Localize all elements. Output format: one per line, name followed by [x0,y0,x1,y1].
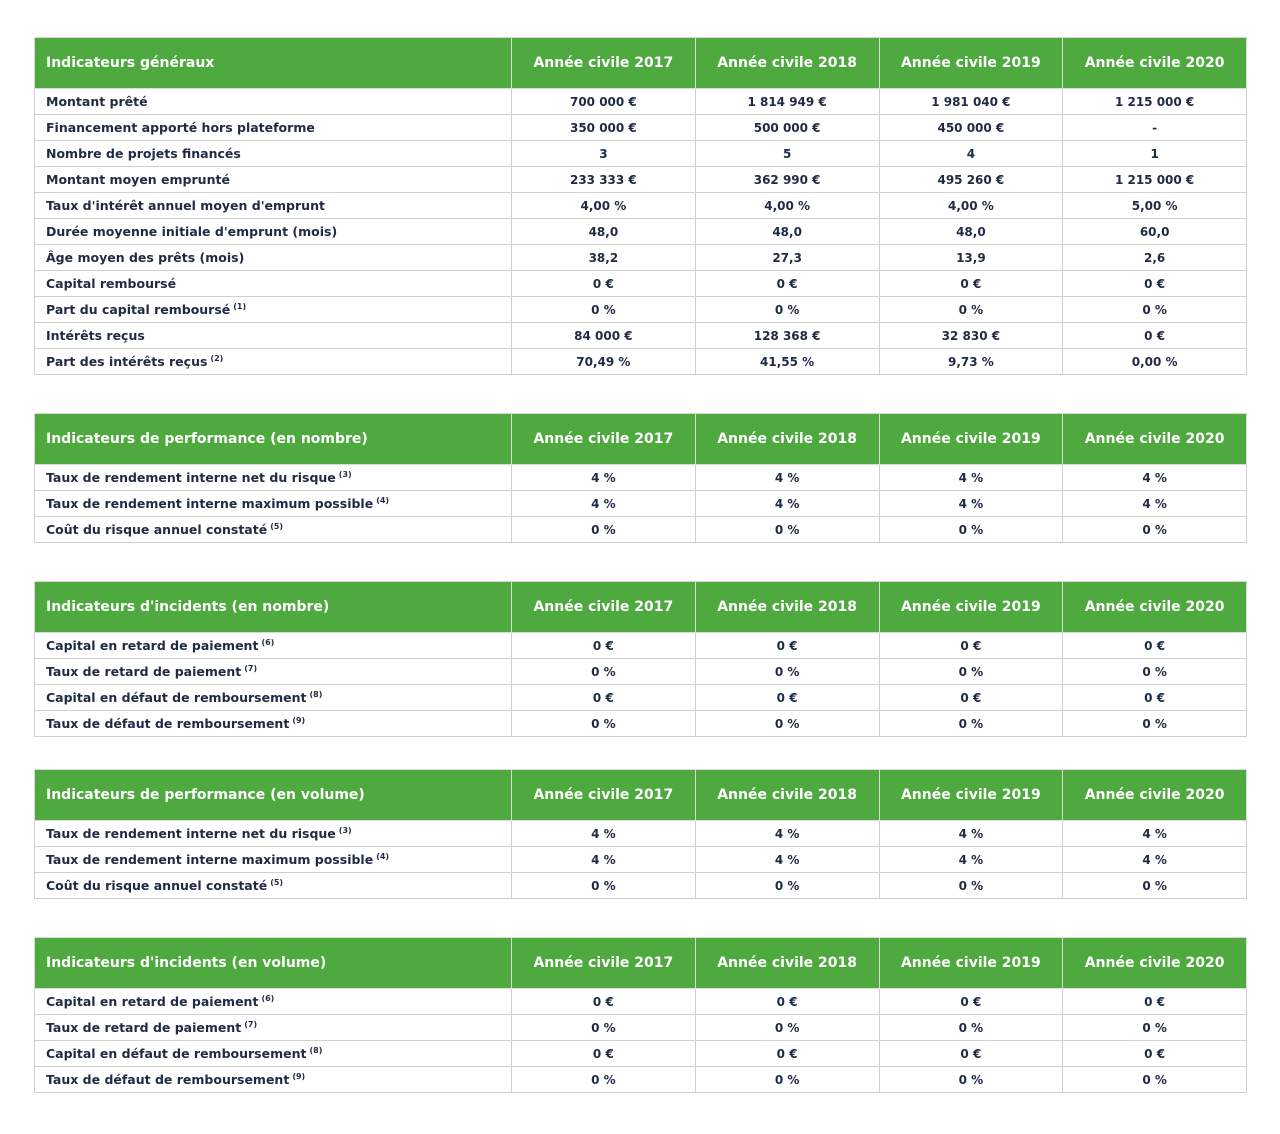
row-label-cell [35,89,512,115]
value-cell: 700 000 € [512,89,696,115]
value-cell: 4 % [512,465,696,491]
footnote-ref: (6) [261,994,275,1003]
value-cell: 0 % [1063,1015,1247,1041]
row-label: Montant moyen emprunté [46,172,230,187]
value-cell: 0 € [695,685,879,711]
row-label-cell [35,821,512,847]
value-cell: 4 % [512,847,696,873]
value-cell: 233 333 € [512,167,696,193]
value-cell: 0 € [1063,1041,1247,1067]
column-header-2017: Année civile 2017 [512,582,696,633]
value-cell: 0 € [1063,989,1247,1015]
value-cell: 0 % [1063,659,1247,685]
table-row [35,167,1247,193]
row-label: Capital en défaut de remboursement [46,1046,307,1061]
column-header-2020: Année civile 2020 [1063,38,1247,89]
table-row [35,517,1247,543]
column-header-2018: Année civile 2018 [695,770,879,821]
value-cell: 1 215 000 € [1063,167,1247,193]
value-cell: 0 € [512,633,696,659]
footnote-ref: (3) [338,470,352,479]
footnote-ref: (5) [270,522,284,531]
value-cell: 0 % [512,711,696,737]
footnote-ref: (8) [309,1046,323,1055]
value-cell: 0 % [1063,1067,1247,1093]
footnote-ref: (9) [292,716,306,725]
row-label: Taux de rendement interne net du risque [46,826,336,841]
value-cell: 4 [879,141,1063,167]
value-cell: 0 % [1063,873,1247,899]
row-label-cell [35,323,512,349]
value-cell: 1 215 000 € [1063,89,1247,115]
value-cell: 0 € [879,989,1063,1015]
footnote-ref: (4) [376,496,390,505]
table-incidents-volume [34,937,1247,1093]
row-label: Taux de rendement interne maximum possible [46,852,374,867]
table-header-row [35,938,1247,989]
table-title: Indicateurs de performance (en volume) [35,770,512,821]
table-row [35,89,1247,115]
value-cell: 0 € [512,1041,696,1067]
footnote-ref: (7) [244,1020,258,1029]
column-header-2018: Année civile 2018 [695,414,879,465]
value-cell: 0 % [695,1015,879,1041]
value-cell: 9,73 % [879,349,1063,375]
value-cell: 4 % [1063,465,1247,491]
value-cell: 500 000 € [695,115,879,141]
table-row [35,1015,1247,1041]
row-label-cell [35,847,512,873]
column-header-2020: Année civile 2020 [1063,414,1247,465]
value-cell: 0 % [879,659,1063,685]
value-cell: 0 % [512,1015,696,1041]
value-cell: 27,3 [695,245,879,271]
row-label: Taux de retard de paiement [46,1020,242,1035]
column-header-2018: Année civile 2018 [695,582,879,633]
value-cell: 84 000 € [512,323,696,349]
table-row [35,989,1247,1015]
value-cell: 4,00 % [512,193,696,219]
value-cell: 5 [695,141,879,167]
table-header-row [35,770,1247,821]
row-label: Nombre de projets financés [46,146,241,161]
column-header-2019: Année civile 2019 [879,414,1063,465]
value-cell: 0 € [1063,633,1247,659]
value-cell: 0 % [879,1015,1063,1041]
table-header-row [35,582,1247,633]
column-header-2020: Année civile 2020 [1063,938,1247,989]
table-row [35,115,1247,141]
table-row [35,193,1247,219]
column-header-2019: Année civile 2019 [879,770,1063,821]
row-label: Capital en retard de paiement [46,638,259,653]
table-row [35,245,1247,271]
value-cell: 0 % [695,711,879,737]
row-label: Coût du risque annuel constaté [46,522,268,537]
row-label-cell [35,219,512,245]
table-general-indicators [34,37,1247,375]
value-cell: 0 % [695,517,879,543]
value-cell: 362 990 € [695,167,879,193]
column-header-2020: Année civile 2020 [1063,770,1247,821]
value-cell: 4 % [695,847,879,873]
table-header-row [35,38,1247,89]
row-label-cell [35,349,512,375]
column-header-2020: Année civile 2020 [1063,582,1247,633]
row-label-cell [35,633,512,659]
row-label: Coût du risque annuel constaté [46,878,268,893]
value-cell: 32 830 € [879,323,1063,349]
value-cell: 3 [512,141,696,167]
table-title: Indicateurs d'incidents (en nombre) [35,582,512,633]
column-header-2019: Année civile 2019 [879,582,1063,633]
value-cell: 0 % [695,659,879,685]
value-cell: 4 % [1063,821,1247,847]
value-cell: 0 % [879,873,1063,899]
column-header-2018: Année civile 2018 [695,38,879,89]
value-cell: 0 % [1063,711,1247,737]
value-cell: 0 % [695,1067,879,1093]
value-cell: 128 368 € [695,323,879,349]
footnote-ref: (4) [376,852,390,861]
value-cell: 0 % [512,517,696,543]
value-cell: 0 € [879,271,1063,297]
table-row [35,1067,1247,1093]
row-label-cell [35,711,512,737]
column-header-2019: Année civile 2019 [879,938,1063,989]
value-cell: 4 % [695,821,879,847]
table-row [35,847,1247,873]
table-performance-count [34,413,1247,543]
table-row [35,633,1247,659]
table-title: Indicateurs d'incidents (en volume) [35,938,512,989]
value-cell: 60,0 [1063,219,1247,245]
value-cell: 70,49 % [512,349,696,375]
table-row [35,1041,1247,1067]
row-label-cell [35,297,512,323]
table-row [35,219,1247,245]
value-cell: 41,55 % [695,349,879,375]
row-label: Part du capital remboursé [46,302,231,317]
row-label-cell [35,115,512,141]
value-cell: 0 € [695,989,879,1015]
row-label: Montant prêté [46,94,148,109]
row-label: Taux d'intérêt annuel moyen d'emprunt [46,198,325,213]
value-cell: 4 % [879,491,1063,517]
table-title: Indicateurs généraux [35,38,512,89]
value-cell: 1 981 040 € [879,89,1063,115]
value-cell: 4 % [695,491,879,517]
value-cell: 4 % [879,821,1063,847]
row-label-cell [35,1015,512,1041]
value-cell: 0 € [512,685,696,711]
value-cell: 0 € [695,271,879,297]
value-cell: 0 % [512,1067,696,1093]
row-label-cell [35,245,512,271]
row-label: Taux de défaut de remboursement [46,716,290,731]
column-header-2018: Année civile 2018 [695,938,879,989]
column-header-2017: Année civile 2017 [512,770,696,821]
footnote-ref: (3) [338,826,352,835]
row-label-cell [35,465,512,491]
value-cell: 450 000 € [879,115,1063,141]
value-cell: 0 € [1063,685,1247,711]
value-cell: 0 € [695,1041,879,1067]
table-row [35,711,1247,737]
value-cell: 48,0 [512,219,696,245]
value-cell: 5,00 % [1063,193,1247,219]
value-cell: 0 € [1063,323,1247,349]
value-cell: 4 % [879,847,1063,873]
row-label-cell [35,873,512,899]
table-title: Indicateurs de performance (en nombre) [35,414,512,465]
table-row [35,491,1247,517]
row-label: Taux de rendement interne net du risque [46,470,336,485]
table-header-row [35,414,1247,465]
row-label: Taux de rendement interne maximum possible [46,496,374,511]
value-cell: 0 € [1063,271,1247,297]
table-row [35,685,1247,711]
row-label-cell [35,685,512,711]
row-label-cell [35,659,512,685]
table-row [35,873,1247,899]
value-cell: 0 € [879,633,1063,659]
table-row [35,271,1247,297]
value-cell: 0 € [879,1041,1063,1067]
value-cell: 0,00 % [1063,349,1247,375]
value-cell: 0 € [879,685,1063,711]
table-performance-volume [34,769,1247,899]
row-label: Capital en retard de paiement [46,994,259,1009]
value-cell: 38,2 [512,245,696,271]
value-cell: 1 814 949 € [695,89,879,115]
value-cell: 4 % [695,465,879,491]
value-cell: 48,0 [879,219,1063,245]
row-label-cell [35,271,512,297]
row-label: Part des intérêts reçus [46,354,208,369]
value-cell: 0 % [879,711,1063,737]
row-label: Taux de retard de paiement [46,664,242,679]
value-cell: 0 % [512,297,696,323]
value-cell: 48,0 [695,219,879,245]
value-cell: 0 € [512,989,696,1015]
footnote-ref: (1) [233,302,247,311]
table-row [35,297,1247,323]
value-cell: 4 % [512,491,696,517]
column-header-2017: Année civile 2017 [512,938,696,989]
value-cell: 4 % [1063,491,1247,517]
row-label-cell [35,167,512,193]
value-cell: 0 % [1063,517,1247,543]
value-cell: 0 % [695,873,879,899]
table-row [35,821,1247,847]
value-cell: 0 % [512,659,696,685]
value-cell: 13,9 [879,245,1063,271]
footnote-ref: (2) [210,354,224,363]
footnote-ref: (5) [270,878,284,887]
value-cell: 4,00 % [879,193,1063,219]
row-label: Âge moyen des prêts (mois) [46,250,245,265]
column-header-2017: Année civile 2017 [512,38,696,89]
value-cell: - [1063,115,1247,141]
value-cell: 0 € [512,271,696,297]
row-label-cell [35,989,512,1015]
footnote-ref: (6) [261,638,275,647]
table-row [35,141,1247,167]
value-cell: 2,6 [1063,245,1247,271]
footnote-ref: (9) [292,1072,306,1081]
value-cell: 0 % [879,297,1063,323]
row-label: Capital remboursé [46,276,177,291]
row-label-cell [35,491,512,517]
footnote-ref: (8) [309,690,323,699]
row-label-cell [35,1067,512,1093]
table-row [35,465,1247,491]
row-label-cell [35,141,512,167]
value-cell: 4 % [879,465,1063,491]
value-cell: 4 % [512,821,696,847]
value-cell: 0 % [1063,297,1247,323]
footnote-ref: (7) [244,664,258,673]
row-label: Taux de défaut de remboursement [46,1072,290,1087]
row-label-cell [35,517,512,543]
value-cell: 495 260 € [879,167,1063,193]
table-row [35,659,1247,685]
value-cell: 1 [1063,141,1247,167]
table-row [35,349,1247,375]
value-cell: 0 % [879,1067,1063,1093]
value-cell: 4,00 % [695,193,879,219]
value-cell: 4 % [1063,847,1247,873]
value-cell: 0 € [695,633,879,659]
value-cell: 350 000 € [512,115,696,141]
row-label: Durée moyenne initiale d'emprunt (mois) [46,224,338,239]
value-cell: 0 % [512,873,696,899]
value-cell: 0 % [879,517,1063,543]
row-label: Financement apporté hors plateforme [46,120,315,135]
row-label-cell [35,193,512,219]
column-header-2017: Année civile 2017 [512,414,696,465]
table-incidents-count [34,581,1247,737]
column-header-2019: Année civile 2019 [879,38,1063,89]
value-cell: 0 % [695,297,879,323]
row-label-cell [35,1041,512,1067]
table-row [35,323,1247,349]
row-label: Capital en défaut de remboursement [46,690,307,705]
row-label: Intérêts reçus [46,328,145,343]
